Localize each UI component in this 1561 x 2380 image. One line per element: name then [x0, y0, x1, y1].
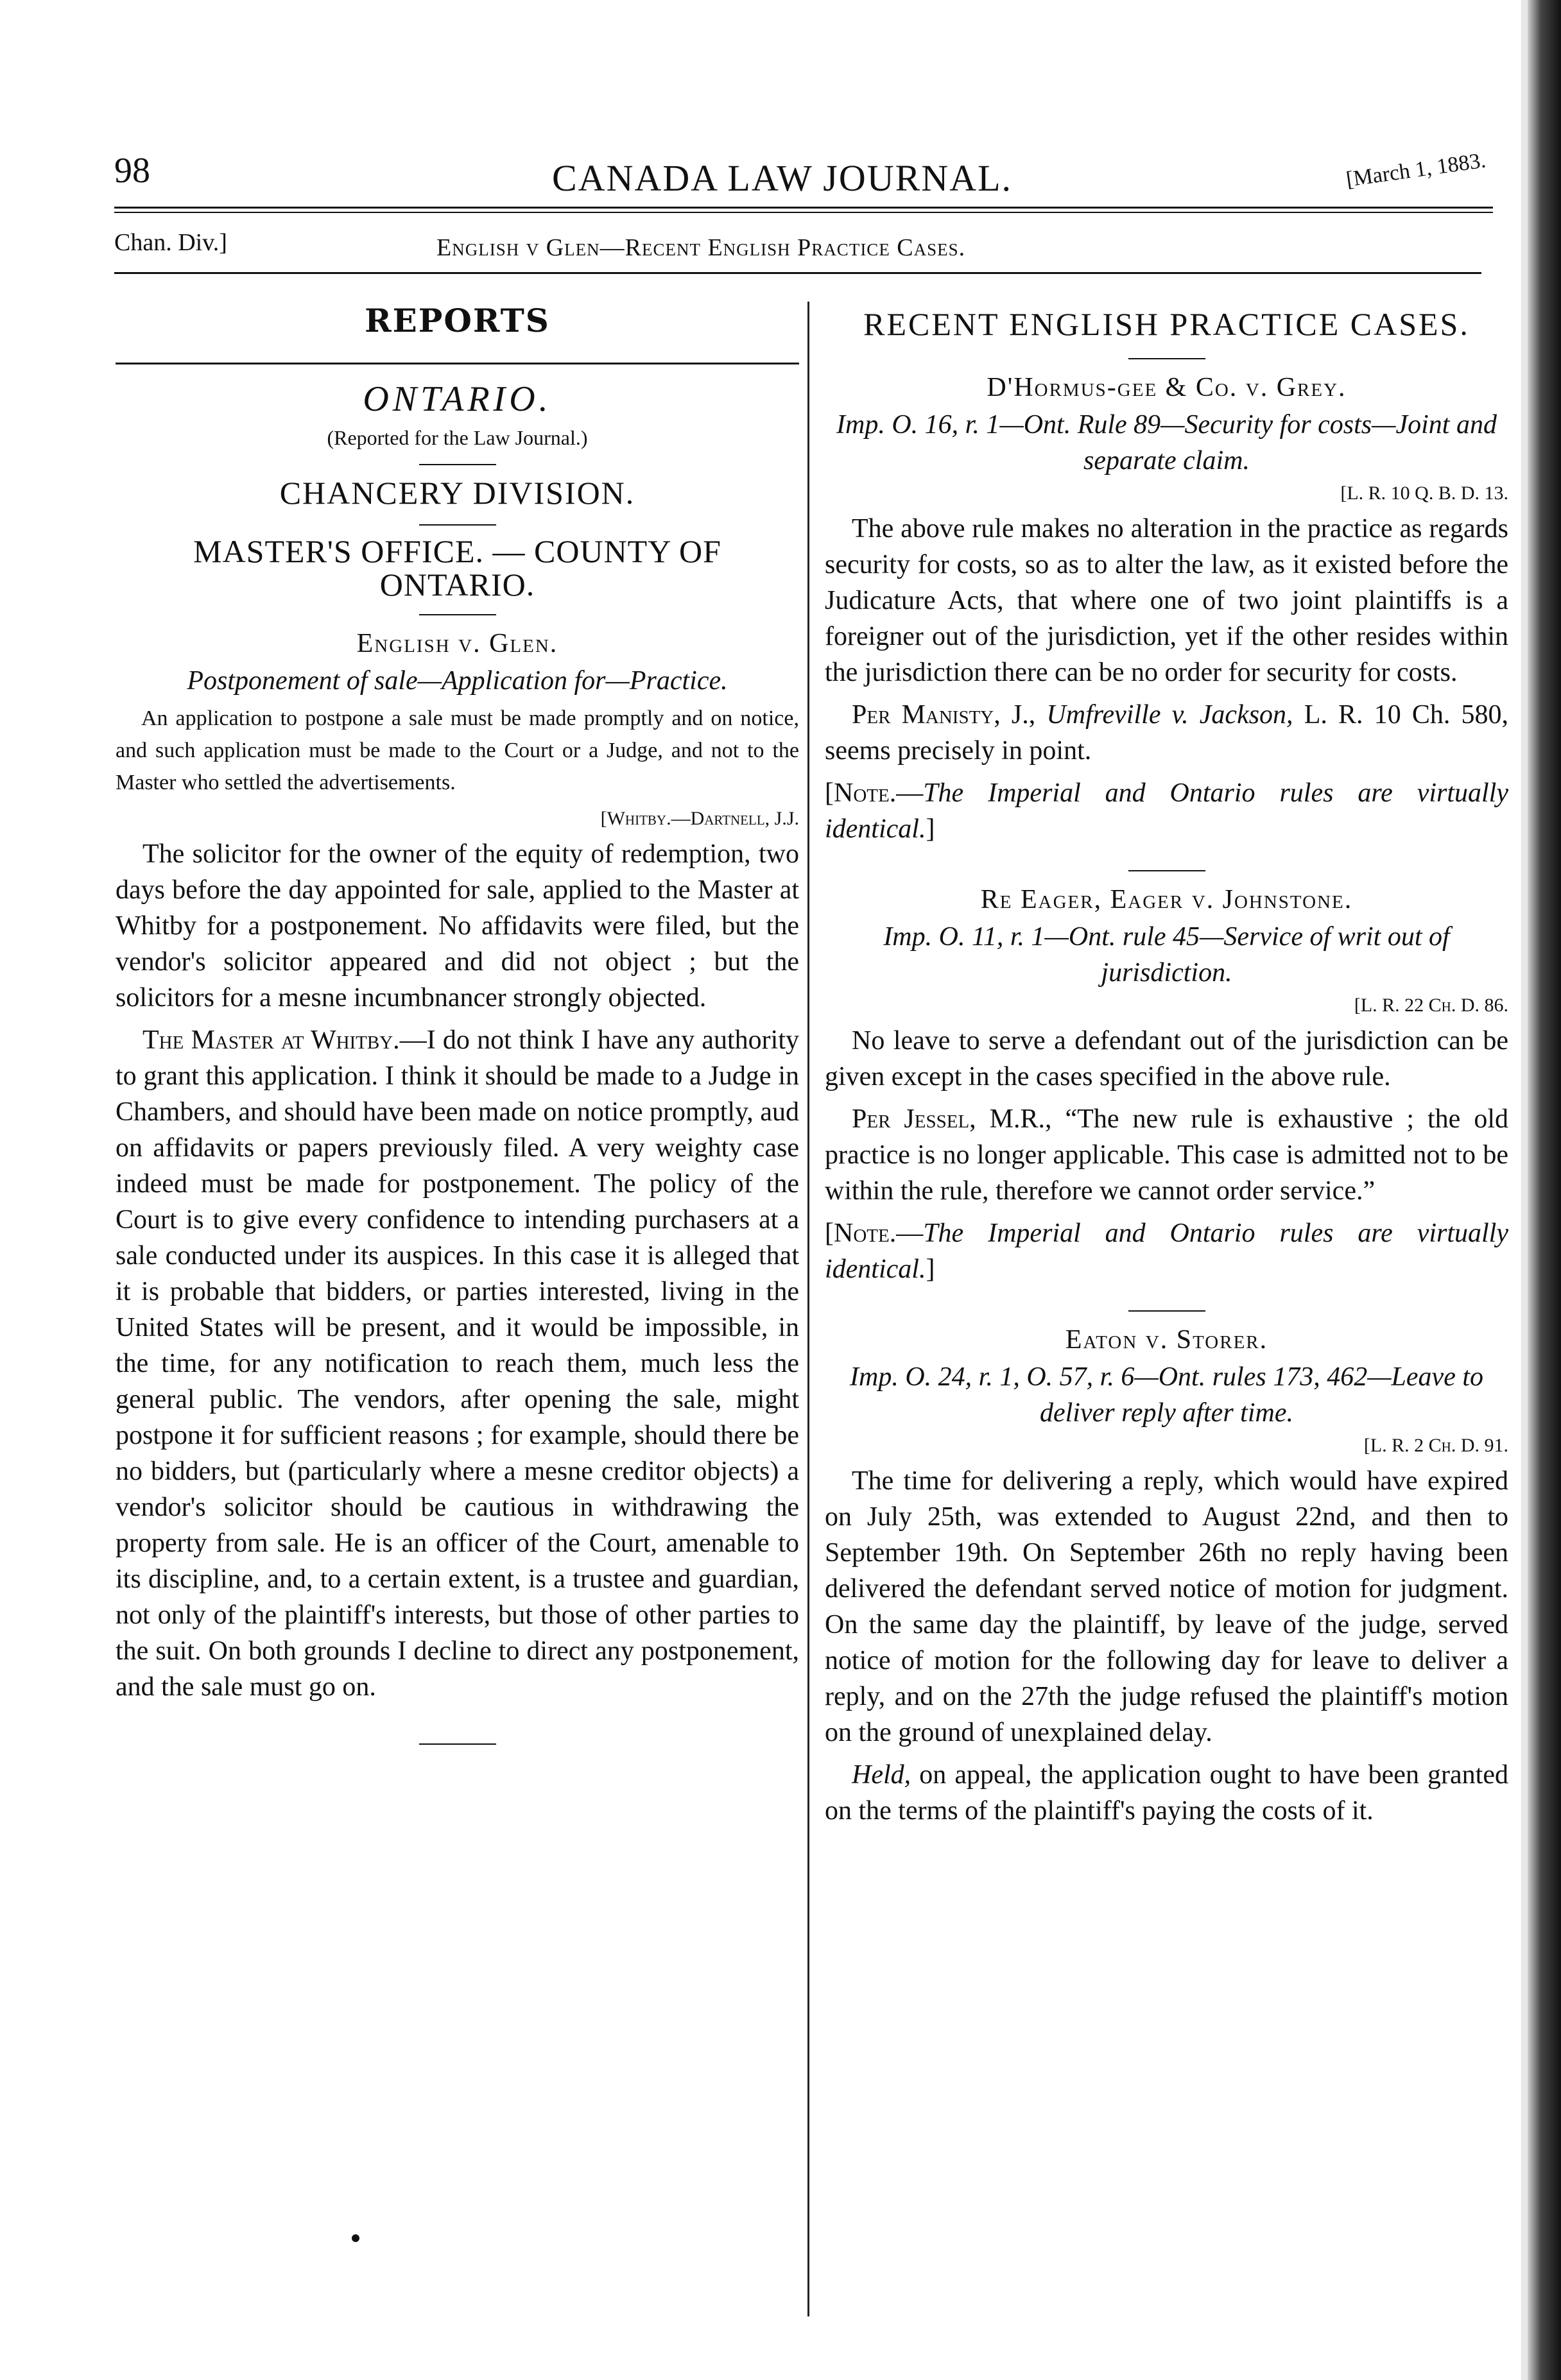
case-title: Eaton v. Storer.: [1065, 1325, 1268, 1355]
short-rule: [419, 464, 496, 465]
page-edge-light: [1521, 0, 1528, 2380]
note-text: The Imperial and Ontario rules are virtually identical.: [825, 1219, 1508, 1284]
province-heading: ONTARIO.: [363, 379, 552, 419]
note-end: ]: [926, 1254, 935, 1284]
short-rule: [1128, 358, 1205, 359]
right-column: [825, 302, 1508, 1829]
note-label: [Note.—: [825, 778, 924, 808]
left-column: [116, 302, 799, 1745]
note-end: ]: [926, 814, 935, 844]
case-body: No leave to serve a defendant out of the jurisdiction can be given except in the cases specified in the above rule.: [825, 1026, 1508, 1092]
case-citation: [Whitby.—Dartnell, J.J.: [600, 808, 799, 829]
judge-name: Per Manisty, J.,: [852, 700, 1036, 730]
case-citation: [L. R. 2 Ch. D. 91.: [1363, 1435, 1508, 1456]
short-rule: [1128, 870, 1205, 871]
case-body: [825, 1101, 1508, 1209]
header-rule-top: [114, 207, 1493, 209]
case-body: [825, 697, 1508, 769]
short-rule: [419, 524, 496, 526]
judge-name: Per Jessel, M.R.,: [852, 1104, 1052, 1134]
paragraph: The solicitor for the owner of the equity of redemption, two days before the day appointed for sale, applied to the Master at Whitby for a postponement. No affidavits were filed, but the vendor's solicitor appeared and did not object ; but the solicitors for a mesne incumbnancer strongly objected.: [116, 839, 799, 1013]
quotation: “The new rule is exhaustive ; the old practice is no longer applicable. This case is admitted not to be within the rule, therefore we cannot order service.”: [825, 1104, 1508, 1206]
editor-note: [825, 775, 1508, 847]
reports-heading: REPORTS: [365, 302, 550, 339]
case-body: The time for delivering a reply, which would have expired on July 25th, was extended to August 22nd, and then to September 19th. On September 26th no reply having been delivered the defendant served notice of motion for judgment. On the same day the plaintiff, by leave of the judge, served notice of motion for the following day for leave to deliver a reply, and on the 27th the judge refused the plaintiff's motion on the ground of unexplained delay.: [825, 1466, 1508, 1747]
judgment-paragraph: [116, 1022, 799, 1705]
header-rule-bottom: [114, 212, 1493, 213]
note-label: [Note.—: [825, 1219, 924, 1248]
held-text: on appeal, the application ought to have been granted on the terms of the plaintiff's paying the costs of it.: [825, 1760, 1508, 1826]
case-subject: Imp. O. 24, r. 1, O. 57, r. 6—Ont. rules 173, 462—Leave to deliver reply after time.: [850, 1362, 1483, 1428]
short-rule: [1128, 1310, 1205, 1312]
judgment-text: —I do not think I have any authority to grant this application. I think it should be made to a Judge in Chambers, and should have been made on notice promptly, aud on affidavits or papers previously filed. A very weighty case indeed must be made for postponement. The policy of the Court is to give every confidence to intending purchasers at a sale conducted under its auspices. In this case it is alleged that it is probable that bidders, or parties interested, living in the United States will be present, and it would be impossible, in the time, for any notification to reach them, much less the general public. The vendors, after opening the sale, might postpone it for sufficient reasons ; for example, should there be no bidders, but (particularly where a mesne creditor objects) a vendor's solicitor should be cautious in withdrawing the property from sale. He is an officer of the Court, amenable to its discipline, and, to a certain extent, is a trustee and guardian, not only of the plaintiff's interests, but those of other parties to the suit. On both grounds I decline to direct any postponement, and the sale must go on.: [116, 1025, 799, 1702]
case-citation: [L. R. 22 Ch. D. 86.: [1354, 995, 1508, 1016]
case-body: The above rule makes no alteration in the practice as regards security for costs, so as to alter the law, as it existed before the Judicature Acts, that where one of two joint plaintiffs is a foreigner out of the jurisdiction, yet if the other resides within the jurisdiction there can be no order for security for costs.: [825, 514, 1508, 687]
speaker: The Master at Whitby.: [142, 1025, 400, 1055]
holding: [825, 1757, 1508, 1829]
note-text: The Imperial and Ontario rules are virtually identical.: [825, 778, 1508, 844]
page-edge-shadow: [1528, 0, 1561, 2380]
cited-report: L. R. 10 Ch. 580, seems precisely in point.: [825, 700, 1509, 766]
journal-title: CANADA LAW JOURNAL.: [552, 157, 1013, 199]
case-subject: Postponement of sale—Application for—Practice.: [187, 666, 728, 696]
short-rule: [419, 614, 496, 615]
editor-note: [825, 1215, 1508, 1287]
case-title: D'Hormus-gee & Co. v. Grey.: [987, 373, 1347, 402]
division-heading: CHANCERY DIVISION.: [279, 475, 635, 511]
section-label: Chan. Div.]: [114, 229, 227, 256]
ink-dot: [352, 2234, 359, 2242]
case-subject: Imp. O. 16, r. 1—Ont. Rule 89—Security for costs—Joint and separate claim.: [836, 410, 1497, 475]
running-title-rule: [114, 272, 1481, 274]
reports-rule: [116, 363, 799, 364]
end-rule: [419, 1743, 496, 1745]
held-label: Held,: [852, 1760, 911, 1790]
column-divider: [807, 302, 809, 2316]
case-subject: Imp. O. 11, r. 1—Ont. rule 45—Service of writ out of jurisdiction.: [883, 922, 1450, 988]
reported-for: (Reported for the Law Journal.): [327, 426, 588, 449]
page-number: 98: [114, 151, 150, 191]
cited-case: Umfreville v. Jackson,: [1046, 700, 1293, 730]
headnote: An application to postpone a sale must be made promptly and on notice, and such application must be made to the Court or a Judge, and not to the Master who settled the advertisements.: [116, 706, 799, 794]
running-title: English v Glen—Recent English Practice Cases.: [436, 234, 966, 261]
case-title: English v. Glen.: [356, 629, 558, 658]
issue-date: [March 1, 1883.: [1345, 148, 1488, 192]
recent-cases-heading: RECENT ENGLISH PRACTICE CASES.: [863, 306, 1470, 342]
office-heading: MASTER'S OFFICE. — COUNTY OF ONTARIO.: [193, 533, 721, 603]
case-citation: [L. R. 10 Q. B. D. 13.: [1340, 483, 1508, 504]
case-title: Re Eager, Eager v. Johnstone.: [980, 885, 1353, 914]
